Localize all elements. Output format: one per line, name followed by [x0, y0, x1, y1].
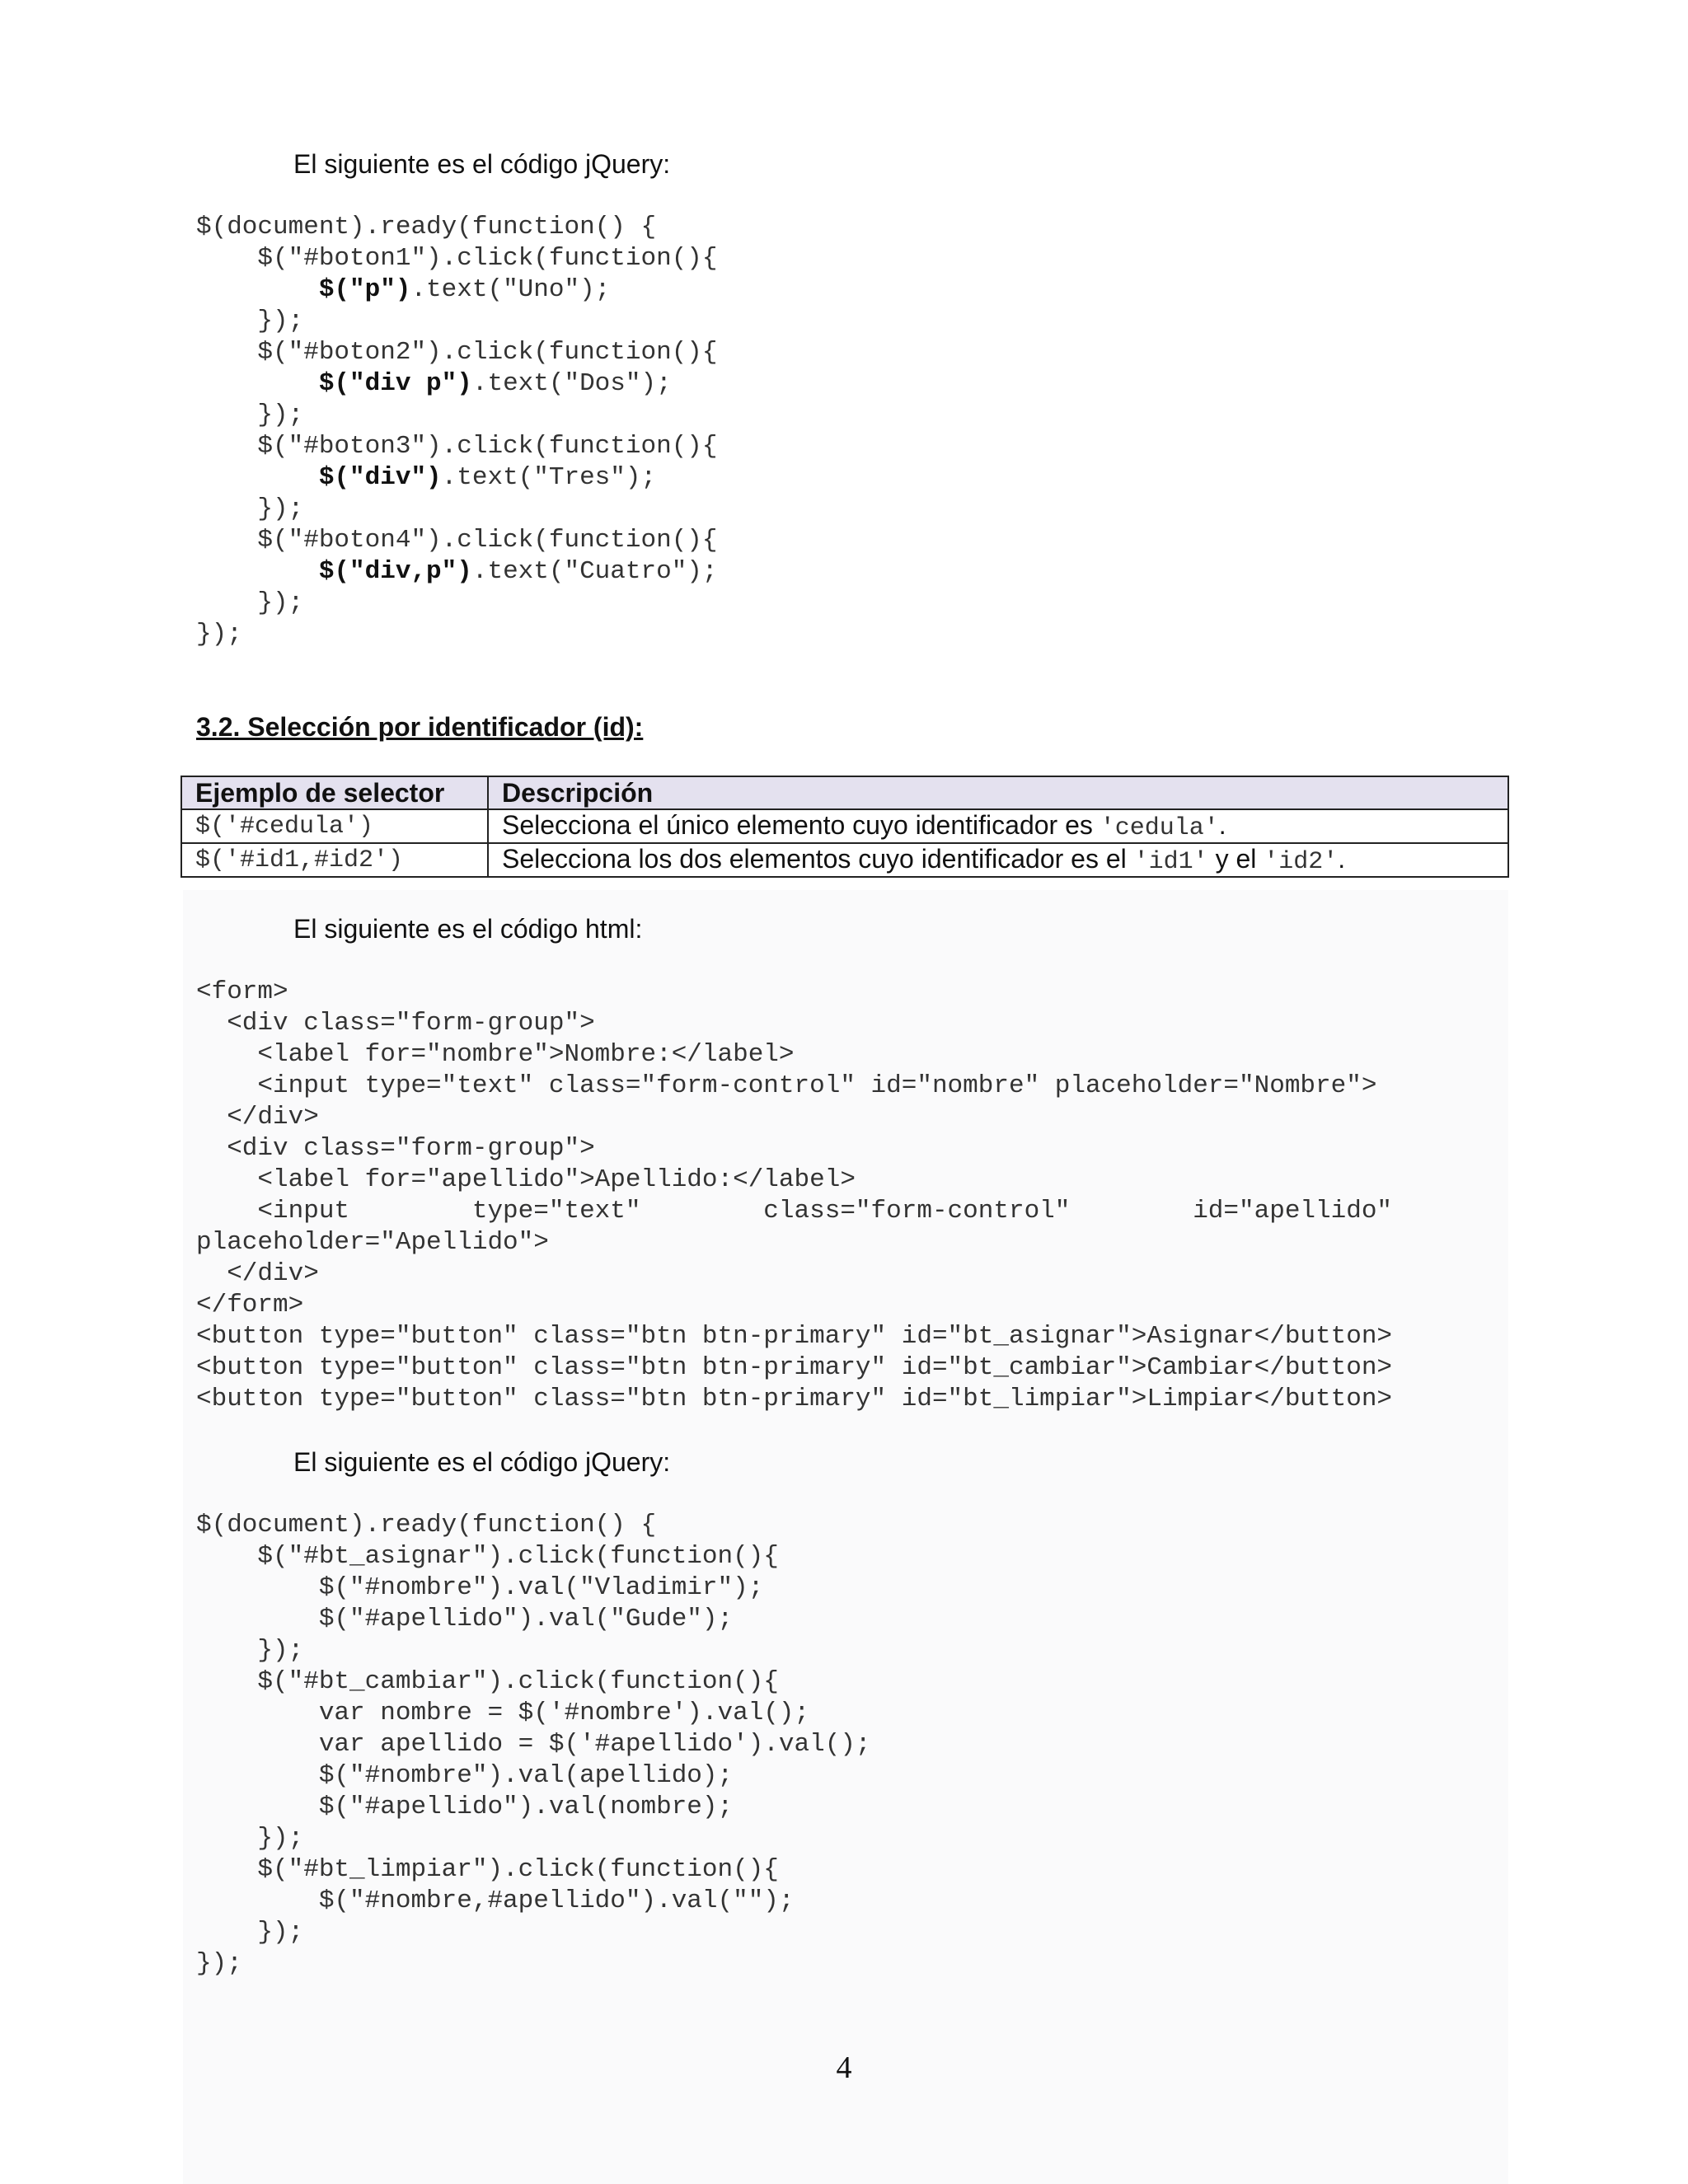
code-line: });	[196, 620, 242, 649]
code-line: $("#bt_asignar").click(function(){	[196, 1542, 779, 1571]
code-line: });	[196, 494, 304, 523]
code-line: </div>	[196, 1259, 319, 1288]
code-line: </form>	[196, 1291, 304, 1319]
code-line: <input type="text" class="form-control" id="apellido"	[196, 1197, 1393, 1226]
table-header-cell: Descripción	[488, 776, 1508, 809]
description-cell: Selecciona el único elemento cuyo identificador es 'cedula'.	[488, 809, 1508, 843]
code-line: </div>	[196, 1103, 319, 1132]
code-line: <input type="text" class="form-control" id="nombre" placeholder="Nombre">	[196, 1071, 1377, 1100]
code-line: <button type="button" class="btn btn-primary" id="bt_asignar">Asignar</button>	[196, 1322, 1393, 1351]
code-line: $("#bt_cambiar").click(function(){	[196, 1667, 779, 1696]
code-line: $("#apellido").val("Gude");	[196, 1605, 734, 1633]
code-line: });	[196, 588, 304, 617]
selector-example-cell: $('#cedula')	[181, 809, 488, 843]
selector-table	[181, 776, 1509, 878]
code-line: $("#nombre").val("Vladimir");	[196, 1573, 764, 1602]
selector-example-cell: $('#id1,#id2')	[181, 843, 488, 877]
description-cell: Selecciona los dos elementos cuyo identificador es el 'id1' y el 'id2'.	[488, 843, 1508, 877]
code-line: var nombre = $('#nombre').val();	[196, 1699, 810, 1727]
code-line: });	[196, 1824, 304, 1853]
code-line: <button type="button" class="btn btn-primary" id="bt_limpiar">Limpiar</button>	[196, 1385, 1393, 1413]
code-line: $("#nombre").val(apellido);	[196, 1761, 734, 1790]
code-line: });	[196, 401, 304, 429]
code-line: $("#bt_limpiar").click(function(){	[196, 1855, 779, 1884]
code-line: });	[196, 1949, 242, 1978]
code-line: $("#boton4").click(function(){	[196, 526, 718, 555]
code-line: $("div,p").text("Cuatro");	[318, 557, 718, 586]
code-block-html	[196, 977, 1392, 1415]
code-line: var apellido = $('#apellido').val();	[196, 1730, 871, 1759]
code-line: placeholder="Apellido">	[196, 1228, 549, 1257]
code-line: <div class="form-group">	[196, 1134, 595, 1163]
code-line: $("div").text("Tres");	[318, 463, 657, 492]
code-line: $(document).ready(function() {	[196, 1511, 657, 1540]
intro-html-text: El siguiente es el código html:	[293, 914, 643, 944]
code-block-jquery-1	[196, 212, 718, 650]
intro-jquery-text-2: El siguiente es el código jQuery:	[293, 1447, 671, 1477]
code-line: $("#apellido").val(nombre);	[196, 1793, 734, 1821]
code-block-jquery-2	[196, 1510, 871, 1980]
code-line: $(document).ready(function() {	[196, 213, 657, 241]
table-header-cell: Ejemplo de selector	[181, 776, 488, 809]
table-row	[181, 809, 1508, 843]
code-line: $("div p").text("Dos");	[318, 369, 672, 398]
section-heading: 3.2. Selección por identificador (id):	[196, 712, 644, 742]
code-line: });	[196, 1918, 304, 1947]
table-row	[181, 843, 1508, 877]
code-line: $("#boton1").click(function(){	[196, 244, 718, 273]
code-line: $("#boton3").click(function(){	[196, 432, 718, 461]
code-line: <button type="button" class="btn btn-primary" id="bt_cambiar">Cambiar</button>	[196, 1353, 1393, 1382]
code-line: <form>	[196, 977, 288, 1006]
code-line: <label for="apellido">Apellido:</label>	[196, 1165, 856, 1194]
code-line: $("p").text("Uno");	[318, 275, 611, 304]
table-header-row	[181, 776, 1508, 809]
page-number: 4	[836, 2050, 852, 2085]
code-line: });	[196, 1636, 304, 1665]
code-line: $("#nombre,#apellido").val("");	[196, 1886, 795, 1915]
intro-jquery-text-1: El siguiente es el código jQuery:	[293, 149, 671, 179]
code-line: });	[196, 307, 304, 335]
code-line: <div class="form-group">	[196, 1009, 595, 1038]
code-line: <label for="nombre">Nombre:</label>	[196, 1040, 795, 1069]
code-line: $("#boton2").click(function(){	[196, 338, 718, 367]
